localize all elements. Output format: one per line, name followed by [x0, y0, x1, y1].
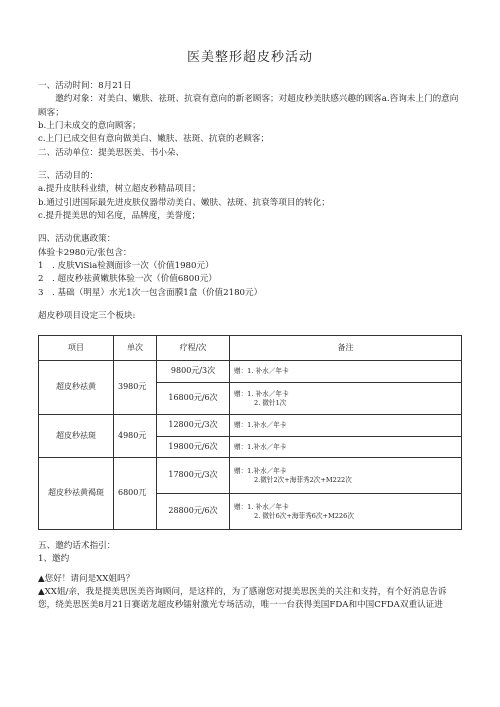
spacer: [38, 530, 462, 540]
note-cell: [230, 383, 462, 415]
section4-item-2: 2 . 超皮秒祛黄嫩肤体验一次（价值6800元）: [38, 274, 217, 285]
table-row: [39, 361, 462, 383]
section1-item-b: b.上门未成交的意向顾客；: [38, 121, 141, 132]
note-line: 赠：1.补水／年卡: [234, 442, 287, 451]
course-cell: 9800元/3次: [157, 361, 230, 383]
header-course: 疗程/次: [157, 336, 230, 361]
section5-heading: 五、邀约话术指引：: [38, 541, 116, 552]
header-single: 单次: [114, 336, 157, 361]
project-cell: 超皮秒祛黄: [39, 361, 114, 415]
note-cell: [230, 415, 462, 437]
project-cell: 超皮秒祛斑: [39, 415, 114, 458]
note-line: 赠：1.补水／年卡: [234, 466, 287, 475]
header-note: 备注: [230, 336, 462, 361]
section3-item-a: a.提升皮肤科业绩，树立超皮秒精品项目；: [38, 184, 201, 195]
section4-heading: 四、活动优惠政策：: [38, 234, 116, 245]
section1-item-c: c.上门已成交但有意向做美白、嫩肤、祛斑、抗衰的老顾客；: [38, 134, 269, 145]
section2-heading: 二、活动单位：提美思医美、书小朵、: [38, 147, 185, 158]
single-price-cell: 6800兀: [114, 458, 157, 530]
section4-item-3: 3 . 基础（明星）水光1次一包含面膜1盒（价值2180元）: [38, 287, 263, 298]
note-cell: [230, 458, 462, 494]
course-cell: 17800元/3次: [157, 458, 230, 494]
table-header-row: [39, 336, 462, 361]
section5-line1: ▲您好！请问是XX姐吗？: [38, 573, 135, 584]
note-cell: [230, 494, 462, 530]
section4-item-1: 1 . 皮肤ViSia检测面诊一次（价值1980元）: [38, 260, 214, 271]
section1-invite: 邀约对象：对美白、嫩肤、祛斑、抗衰有意向的新老顾客；对超皮秒美肤感兴趣的顾客a.咨询未上门的意向顾客；: [38, 94, 459, 118]
note-line: 2.微针2次+海菲秀2次+M222次: [254, 475, 352, 484]
document-title: 医美整形超皮秒活动: [186, 50, 313, 65]
section5-line2: ▲XX姐/亲，我是提美思医美咨询顾问，是这样的，为了感谢您对提美思医美的关注和支持，有个好消息告诉您，绕美思医美8月21日赛诺龙超皮秒镭射激光专场活动，唯一一台获得美国FDA和中国CFDA双重认证进: [38, 587, 447, 611]
spacer: [38, 300, 462, 310]
course-cell: 19800元/6次: [157, 437, 230, 458]
note-line: 赠：1. 补水／年卡: [234, 389, 289, 398]
section3-heading: 三、活动目的：: [38, 171, 99, 182]
course-cell: 16800元/6次: [157, 383, 230, 415]
note-cell: [230, 361, 462, 383]
note-line: 2. 微针1次: [254, 398, 287, 407]
table-intro: 超皮秒项目设定三个板块:: [38, 310, 136, 321]
note-line: 赠：1. 补水／年卡: [234, 502, 289, 511]
note-line: 2. 微针6次+海菲秀6次+M226次: [254, 511, 354, 520]
spacer: [38, 160, 462, 170]
table-row: [39, 415, 462, 437]
course-cell: 12800元/3次: [157, 415, 230, 437]
header-project: 项目: [39, 336, 114, 361]
note-line: 赠：1. 补水／年卡: [234, 367, 289, 376]
note-cell: [230, 437, 462, 458]
note-line: 赠：1.补水／年卡: [234, 421, 287, 430]
plan-table: [38, 335, 462, 530]
course-cell: 28800元/6次: [157, 494, 230, 530]
spacer: [38, 223, 462, 233]
section5-sub: 1、邀约: [38, 554, 70, 565]
table-row: [39, 458, 462, 494]
section4-card: 体验卡2980元/张包含：: [38, 247, 132, 258]
single-price-cell: 3980元: [114, 361, 157, 415]
project-cell: 超皮秒祛黄褐斑: [39, 458, 114, 530]
single-price-cell: 4980元: [114, 415, 157, 458]
section3-item-b: b.通过引进国际最先进皮肤仪器带动美白、嫩肤、祛斑、抗衰等项目的转化；: [38, 197, 330, 208]
section1-heading: 一、活动时间：8月21日: [38, 81, 132, 92]
section3-item-c: c.提升提美思的知名度，品牌度，美誉度；: [38, 210, 201, 221]
